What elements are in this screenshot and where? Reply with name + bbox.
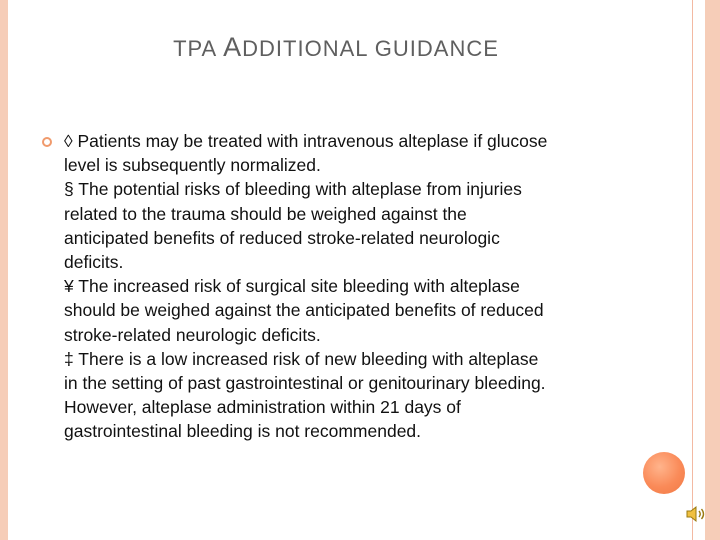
circle-bullet-icon (42, 137, 52, 147)
right-frame-rail (692, 0, 706, 540)
title-initial: A (223, 32, 243, 62)
body-line: in the setting of past gastrointestinal or genitourinary bleeding. (64, 373, 546, 394)
speaker-icon[interactable] (684, 502, 708, 526)
decorative-orb (643, 452, 685, 494)
body-line: ◊ Patients may be treated with intravenous alteplase if glucose (64, 131, 548, 151)
body-line: § The potential risks of bleeding with alteplase from injuries (64, 179, 522, 200)
body-line: stroke-related neurologic deficits. (64, 324, 321, 345)
body-line: However, alteplase administration within 21 days of (64, 397, 461, 418)
left-frame-border (0, 0, 8, 540)
body-line: ¥ The increased risk of surgical site bleeding with alteplase (64, 276, 520, 297)
body-line: should be weighed against the anticipated benefits of reduced (64, 300, 544, 321)
slide-title (0, 32, 672, 63)
title-rest: DDITIONAL GUIDANCE (242, 36, 499, 61)
title-prefix: TPA (173, 36, 224, 61)
body-line: level is subsequently normalized. (64, 155, 321, 176)
slide-body (64, 129, 649, 444)
body-line: gastrointestinal bleeding is not recommended. (64, 421, 422, 442)
body-line: ‡ There is a low increased risk of new bleeding with alteplase (64, 348, 539, 369)
right-frame-border (705, 0, 720, 540)
body-line: related to the trauma should be weighed against the (64, 203, 467, 224)
body-line: anticipated benefits of reduced stroke-related neurologic (64, 227, 500, 248)
body-line: deficits. (64, 252, 124, 273)
